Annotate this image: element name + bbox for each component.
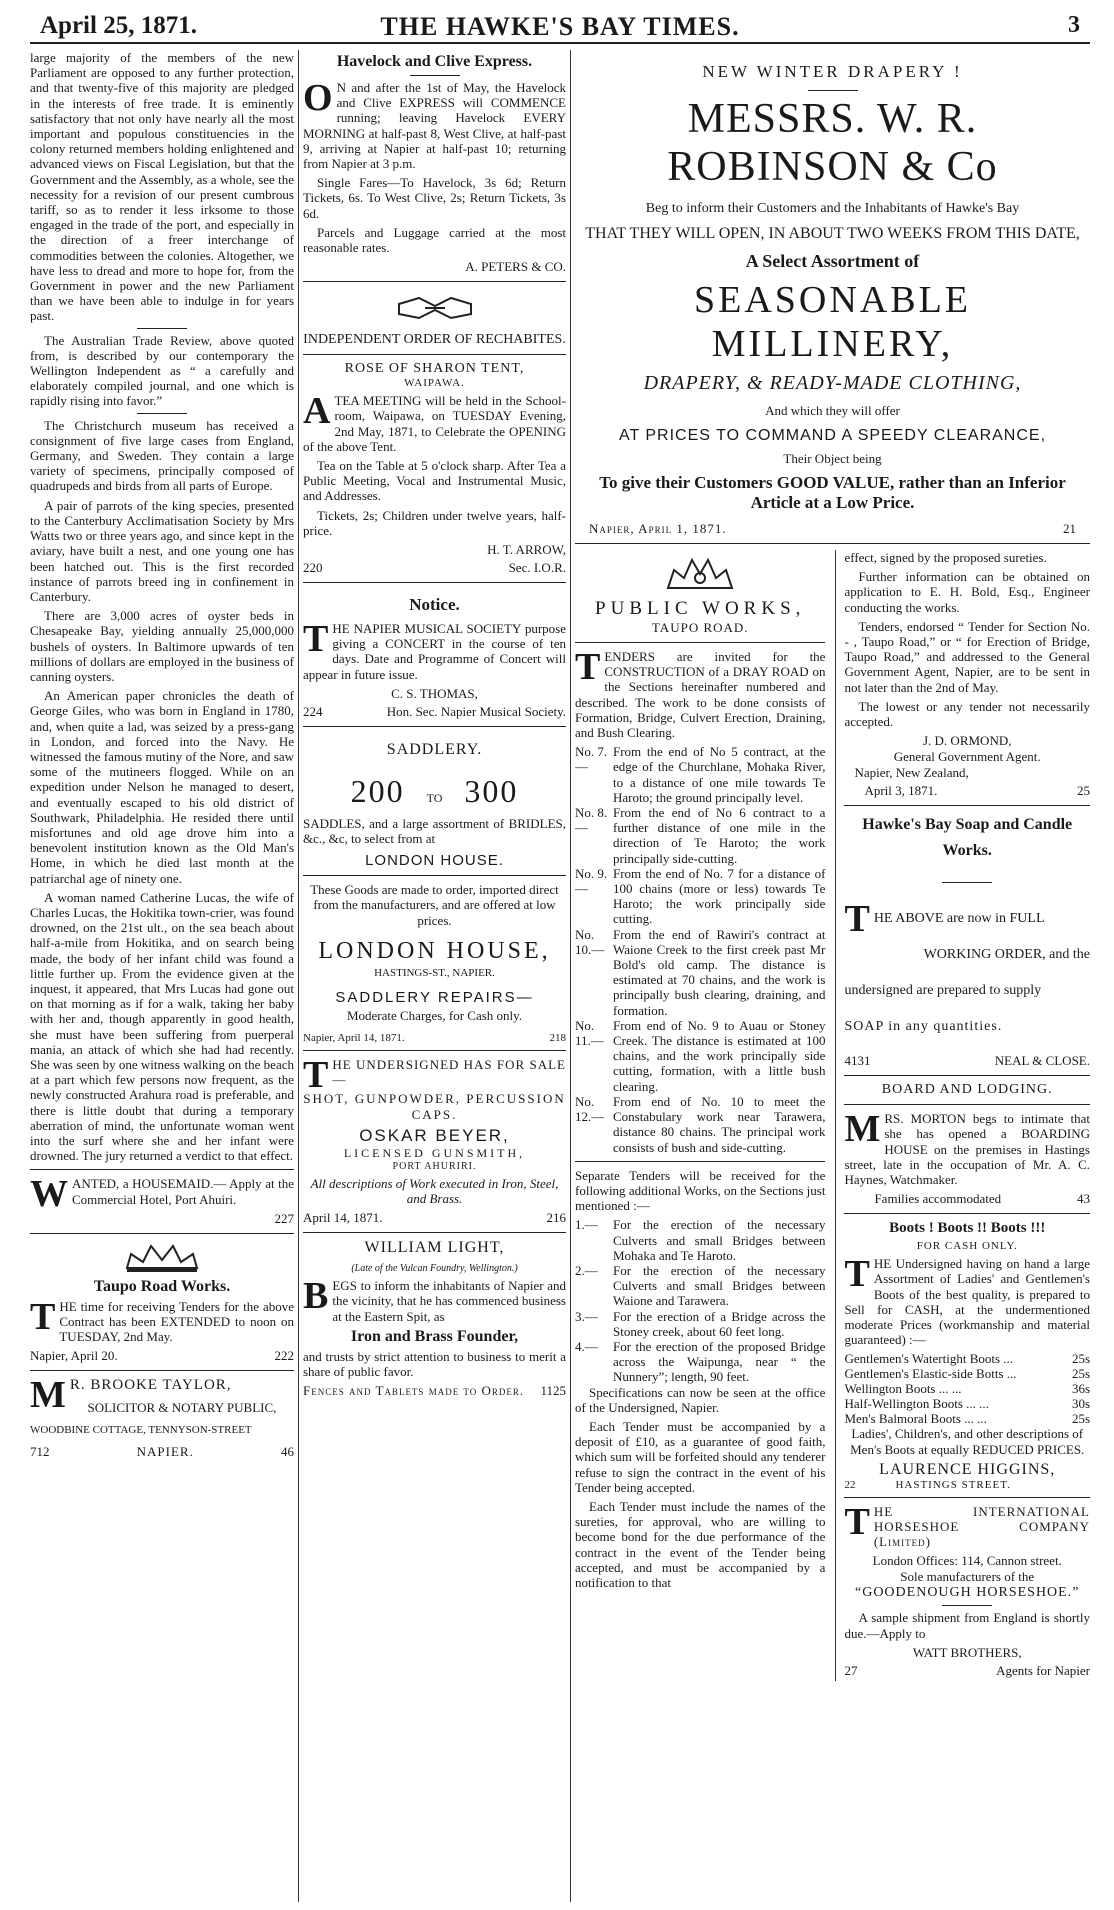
item-text: From end of No. 9 to Auau or Stoney Creek. The distance is estimated at 100 chains, and the work principally side cutting, formation, with a little bush clearing. bbox=[613, 1017, 826, 1094]
ad-headline: SEASONABLE MILLINERY, bbox=[693, 279, 972, 365]
divider bbox=[844, 1213, 1090, 1214]
ad-name: WATT BROTHERS, bbox=[912, 1644, 1022, 1660]
store-street: HASTINGS-ST., NAPIER. bbox=[374, 966, 495, 979]
list-item bbox=[575, 1018, 825, 1094]
ad-number: 218 bbox=[549, 1031, 566, 1044]
article-paragraph: There are 3,000 acres of oyster beds in Chesapeake Bay, yielding annually 25,000,000 bushels of oysters. In Baltimore upwards of ten millions of dollars are employed in the business of canning oysters. bbox=[30, 608, 294, 684]
item-number: 2.— bbox=[575, 1262, 598, 1278]
drop-cap: M bbox=[844, 1108, 881, 1151]
divider bbox=[30, 1370, 294, 1371]
range-word: TO bbox=[426, 790, 443, 805]
divider bbox=[303, 726, 566, 727]
ad-town: NAPIER. bbox=[136, 1444, 194, 1460]
price-row bbox=[844, 1366, 1090, 1381]
item-text: For the erection of a Bridge across the Stoney creek, about 60 feet long. bbox=[613, 1308, 826, 1339]
ad-text: HE time for receiving Tenders for the above Contract has been EXTENDED to noon on TUESDAY, 2nd May. bbox=[59, 1298, 294, 1345]
article-paragraph: An American paper chronicles the death of George Giles, who was born in England in 1780, and, when quite a lad, was seized by a press-gang in London, and forced into the Navy. He witnessed the famous mutiny of the Nore, and saw some of the mutineers flogged. While on an expedition under Nelson he managed to desert, and eventually escaped to his old district of Southwark, Philadelphia. He resided there until misfortunes and old age drove him into a benevolent institution known as the Old Man's Home, in which he died last month at the patriarchal age of ninety one. bbox=[30, 688, 294, 886]
article-paragraph: A pair of parrots of the king species, presented to the Canterbury Acclimatisation Society by Mrs Watts two or three years ago, and since kept in the aviary, have built a nest, and one young one has been hatched out. This is the first recorded instance of parrots breed ing in confinement in Canterbury. bbox=[30, 497, 294, 604]
ad-name: R. BROOKE TAYLOR, bbox=[69, 1377, 232, 1394]
saddle-count-max: 300 bbox=[464, 772, 519, 809]
price-item: Half-Wellington Boots ... ... bbox=[844, 1396, 989, 1412]
ad-place: WAIPAWA. bbox=[404, 377, 465, 390]
store-headline: LONDON HOUSE, bbox=[318, 937, 551, 964]
ad-text: RS. MORTON begs to intimate that she has opened a BOARDING HOUSE on the premises in Hastings street, late in the occupation of Mr. A. C. Haynes, Watchmaker. bbox=[844, 1111, 1090, 1188]
drop-cap: T bbox=[575, 646, 601, 688]
ad-signature: A. PETERS & CO. bbox=[465, 259, 566, 275]
rechabites-ad bbox=[303, 332, 566, 576]
ad-date: April 14, 1871. bbox=[303, 1210, 383, 1226]
section-list bbox=[575, 744, 825, 1154]
ad-number: 22 bbox=[844, 1478, 856, 1491]
item-text: From the end of No 5 contract, at the edge of the Churchlane, Mohaka River, to a distance of one mile towards Te Haroto; the ground principally level. bbox=[613, 744, 826, 805]
divider bbox=[575, 1161, 825, 1162]
ad-text: Each Tender must be accompanied by a deposit of £10, as a guarantee of good faith, which sum will be forfeited should any tenderer refuse to sign the contract in the event of his Tender being accepted. bbox=[575, 1418, 826, 1495]
item-text: From the end of No 6 contract to a further distance of one mile in the direction of Te Haroto; the work principally side-cutting. bbox=[613, 805, 826, 866]
ad-number: 43 bbox=[1077, 1191, 1090, 1207]
ad-subtitle: (Late of the Vulcan Foundry, Wellington.) bbox=[351, 1263, 518, 1275]
ad-text: WORKING ORDER, and the bbox=[923, 947, 1090, 963]
ad-text: and trusts by strict attention to business to merit a share of public favor. bbox=[303, 1348, 566, 1379]
ad-text: AT PRICES TO COMMAND A SPEEDY CLEARANCE, bbox=[618, 427, 1047, 444]
ad-title: Havelock and Clive Express. bbox=[336, 53, 533, 70]
article-paragraph: A woman named Catherine Lucas, the wife of Charles Lucas, the Hokitika town-crier, was found drowned, on the 21st ult., on the sea beach about half-a-mile from Hokitika, and on search being made, the body of her infant child was found a little further up. From the evidence given at the inquest, it appeared, that Mrs Lucas had gone out on that morning as if for a walk, taking her baby with her and, though apparently in good health, she must have been suffering from puerperal mania, an attack of which she had had recently. She was seen by one witness walking on the beach at a part which few persons now frequent, as the newly constructed Arahura road is preferable, and there is little doubt that during a temporary aberration of mind, the unfortunate woman went into the surf where she and her infant were drowned. The jury returned a verdict to that effect. bbox=[30, 889, 294, 1164]
price-item: Wellington Boots ... ... bbox=[844, 1381, 962, 1397]
ad-title: WILLIAM LIGHT, bbox=[364, 1239, 505, 1257]
item-text: For the erection of the proposed Bridge across the Waipunga, near “ the Nunnery”; length, 90 feet. bbox=[613, 1338, 826, 1385]
divider bbox=[137, 328, 187, 329]
ad-number: 27 bbox=[844, 1662, 858, 1678]
drop-cap: T bbox=[303, 1053, 329, 1096]
ad-heading: NEW WINTER DRAPERY ! bbox=[702, 62, 963, 81]
ad-role: Hon. Sec. Napier Musical Society. bbox=[386, 703, 566, 719]
ad-text: Fences and Tablets made to Order. bbox=[303, 1383, 525, 1399]
wanted-ad bbox=[30, 1173, 294, 1226]
item-number: No. 12.— bbox=[575, 1093, 605, 1125]
ad-number: 1125 bbox=[540, 1383, 566, 1399]
divider bbox=[942, 1605, 992, 1606]
firm-name: MESSRS. W. R. ROBINSON & Co bbox=[667, 96, 998, 190]
ad-title: Taupo Road Works. bbox=[93, 1277, 231, 1295]
ad-date: Napier, April 1, 1871. bbox=[589, 521, 727, 536]
ad-text: ENDERS are invited for the CONSTRUCTION of a DRAY ROAD on the Sections hereinafter numbered and described. The work to be done consists of Formation, Bridge, Culvert Erection, Draining, and Bush Clearing. bbox=[575, 649, 826, 741]
public-works-continued bbox=[844, 550, 1090, 799]
list-item bbox=[575, 1339, 825, 1385]
list-item bbox=[575, 744, 825, 805]
ad-place: Napier, New Zealand, bbox=[854, 765, 969, 781]
drop-cap: T bbox=[844, 1500, 870, 1543]
newspaper-title: THE HAWKE'S BAY TIMES. bbox=[380, 12, 740, 41]
ad-title: PUBLIC WORKS, bbox=[595, 598, 806, 619]
ad-number: 4131 bbox=[844, 1053, 871, 1069]
ad-role: Agents for Napier bbox=[996, 1662, 1090, 1678]
list-item bbox=[575, 927, 825, 1018]
ad-title: Hawke's Bay Soap and Candle Works. bbox=[862, 816, 1073, 860]
ad-title: INDEPENDENT ORDER OF RECHABITES. bbox=[303, 332, 566, 348]
drop-cap: T bbox=[303, 618, 329, 661]
divider bbox=[844, 1497, 1090, 1498]
express-ad bbox=[303, 53, 566, 275]
page-number: 3 bbox=[1068, 12, 1080, 38]
board-lodging-ad bbox=[844, 1082, 1090, 1207]
drapery-ad bbox=[575, 62, 1090, 537]
ad-text: Tea on the Table at 5 o'clock sharp. After Tea a Public Meeting, Vocal and Instrumental Music, and Addresses. bbox=[303, 458, 566, 504]
divider bbox=[303, 281, 566, 282]
price-value: 36s bbox=[1071, 1381, 1090, 1397]
price-row bbox=[844, 1396, 1090, 1411]
ad-text: SADDLES, and a large assortment of BRIDLES, &c., &c, to select from at bbox=[303, 815, 566, 847]
price-list bbox=[844, 1351, 1090, 1426]
ad-number: 227 bbox=[274, 1210, 294, 1226]
ad-text: And which they will offer bbox=[765, 403, 900, 418]
divider bbox=[30, 1169, 294, 1170]
price-value: 25s bbox=[1071, 1351, 1090, 1367]
item-number: 1.— bbox=[575, 1217, 598, 1233]
ad-text: HE ABOVE are now in FULL bbox=[873, 911, 1045, 927]
ad-text: HE INTERNATIONAL HORSESHOE COMPANY (Limited) bbox=[873, 1503, 1090, 1550]
drop-cap: T bbox=[30, 1295, 56, 1338]
ad-title: Boots ! Boots !! Boots !!! bbox=[889, 1220, 1046, 1237]
ad-date: Napier, April 14, 1871. bbox=[303, 1031, 405, 1044]
drop-cap: A bbox=[303, 390, 331, 433]
item-text: For the erection of the necessary Culverts and small Bridges between Mohaka and Te Haroto. bbox=[613, 1217, 826, 1263]
ad-number: 222 bbox=[274, 1348, 294, 1364]
ad-text: Specifications can now be seen at the office of the Undersigned, Napier. bbox=[575, 1384, 826, 1415]
ad-text: undersigned are prepared to supply bbox=[844, 983, 1042, 999]
divider bbox=[808, 90, 858, 91]
item-number: No. 8.— bbox=[575, 805, 608, 836]
divider bbox=[303, 354, 566, 355]
ad-role: General Government Agent. bbox=[893, 749, 1041, 765]
ad-text: Sole manufacturers of the bbox=[900, 1569, 1035, 1585]
ad-trade: Iron and Brass Founder, bbox=[350, 1327, 519, 1345]
ad-text: ANTED, a HOUSEMAID.— Apply at the Commercial Hotel, Port Ahuiri. bbox=[72, 1176, 294, 1207]
divider bbox=[575, 642, 825, 643]
ad-address: WOODBINE COTTAGE, TENNYSON-STREET bbox=[30, 1424, 252, 1437]
list-item bbox=[575, 1263, 825, 1309]
divider bbox=[137, 413, 187, 414]
drop-cap: T bbox=[844, 1253, 870, 1296]
item-text: For the erection of the necessary Culverts and small Bridges between Waione and Tarawera. bbox=[613, 1262, 826, 1309]
ad-text: London Offices: 114, Cannon street. bbox=[872, 1553, 1062, 1569]
founder-ad bbox=[303, 1239, 566, 1399]
ad-text: Tickets, 2s; Children under twelve years, half-price. bbox=[303, 507, 566, 538]
ad-text: Further information can be obtained on application to E. H. Bold, Esq., Engineer conducting the works. bbox=[844, 569, 1090, 615]
divider bbox=[844, 805, 1090, 806]
ad-name: J. D. ORMOND, bbox=[922, 733, 1012, 749]
solicitor-ad bbox=[30, 1374, 294, 1460]
additional-works-list bbox=[575, 1217, 825, 1384]
list-item bbox=[575, 866, 825, 927]
drop-cap: T bbox=[844, 898, 870, 941]
ad-brand: “GOODENOUGH HORSESHOE.” bbox=[855, 1585, 1080, 1601]
ad-role: LICENSED GUNSMITH, bbox=[343, 1145, 526, 1160]
ad-text: Ladies', Children's, and other descriptions of Men's Boots at equally REDUCED PRICES. bbox=[850, 1426, 1085, 1457]
drop-cap: B bbox=[303, 1275, 329, 1318]
item-text: From the end of No. 7 for a distance of 100 chains (more or less) towards Te Haroto; the work principally side cutting. bbox=[613, 865, 826, 927]
price-value: 25s bbox=[1071, 1411, 1090, 1427]
ad-title: BOARD AND LODGING. bbox=[881, 1082, 1053, 1098]
ad-number: 216 bbox=[546, 1210, 566, 1226]
ad-date: Napier, April 20. bbox=[30, 1348, 118, 1364]
article-paragraph: The Australian Trade Review, above quoted from, is described by our contemporary the Wellington Independent as “ a carefully and elaborately compiled journal, and one which is rapidly rising into favor.” bbox=[30, 332, 294, 409]
divider bbox=[844, 1104, 1090, 1105]
repairs-heading: SADDLERY REPAIRS— bbox=[335, 988, 534, 1006]
column-1 bbox=[30, 50, 294, 1902]
price-row bbox=[844, 1351, 1090, 1366]
ad-name: LAURENCE HIGGINS, bbox=[879, 1460, 1056, 1478]
item-number: No. 11.— bbox=[575, 1017, 604, 1049]
ad-text: Separate Tenders will be received for the following additional Works, on the Sections just mentioned :— bbox=[575, 1167, 826, 1214]
ad-place: PORT AHURIRI. bbox=[392, 1160, 477, 1172]
masthead bbox=[30, 10, 1090, 44]
ad-text: These Goods are made to order, imported direct from the manufacturers, and are offered at low prices. bbox=[310, 882, 559, 928]
column-rule bbox=[298, 50, 299, 1902]
ad-text: The lowest or any tender not necessarily accepted. bbox=[844, 698, 1090, 730]
ad-number: 46 bbox=[280, 1444, 294, 1460]
item-text: From end of No. 10 to meet the Constabulary work near Tarawera, distance 80 chains. The principal work consists of bush and side-cutting. bbox=[613, 1093, 826, 1155]
price-item: Gentlemen's Elastic-side Botts ... bbox=[844, 1366, 1017, 1382]
ad-text: HE UNDERSIGNED HAS FOR SALE— bbox=[332, 1056, 566, 1088]
ad-text: Article at a Low Price. bbox=[750, 493, 915, 512]
divider bbox=[942, 882, 992, 883]
notice-ad bbox=[303, 595, 566, 720]
ad-text: Beg to inform their Customers and the Inhabitants of Hawke's Bay bbox=[645, 201, 1020, 216]
ad-text: To give their Customers GOOD VALUE, rather than an Inferior bbox=[599, 473, 1066, 492]
ad-text: THAT THEY WILL OPEN, IN ABOUT TWO WEEKS FROM THIS DATE, bbox=[585, 225, 1080, 242]
horseshoe-ad bbox=[844, 1500, 1090, 1679]
ad-code: 712 bbox=[30, 1444, 50, 1460]
price-row bbox=[844, 1381, 1090, 1396]
ad-number: 25 bbox=[1077, 783, 1090, 799]
ad-text: TEA MEETING will be held in the School-room, Waipawa, on TUESDAY Evening, 2nd May, 1871, to Celebrate the OPENING of the above Tent. bbox=[303, 393, 566, 454]
ad-text: A Select Assortment of bbox=[745, 251, 920, 271]
boots-ad bbox=[844, 1220, 1090, 1491]
drop-cap: M bbox=[30, 1374, 66, 1417]
article-paragraph: large majority of the members of the new Parliament are opposed to any further protection, and that twenty-five of this majority are pledged in the interests of free trade. It is eminently satisfactory that not only have nearly all the most important and populous constituencies in the colony returned members holding enlightened and advanced views on Fiscal Legislation, but that the Government and the Assembly, as a whole, see the necessity for a revision of our present cumbrous tariff, so as to render it less irksome to those engaged in the trade of the port, and especially in the direction of a freer interchange of commodities between the colonies. Altogether, we have less to dread and more to hope for, from the Government in power and the new Parliament than we have been able to indulge in for years past. bbox=[30, 50, 294, 324]
divider bbox=[303, 1050, 566, 1051]
item-number: 3.— bbox=[575, 1308, 598, 1324]
divider bbox=[303, 582, 566, 583]
ad-title: Notice. bbox=[409, 595, 460, 615]
ad-subtitle: TAUPO ROAD. bbox=[651, 620, 749, 635]
ad-text: Each Tender must include the names of the sureties, for approval, who are willing to become bond for the due performance of the contract in the event of the Tender being accepted, and must be accompanied by a notification to that bbox=[575, 1498, 826, 1590]
ad-role: Sec. I.O.R. bbox=[508, 560, 566, 576]
ad-street: HASTINGS STREET. bbox=[895, 1478, 1011, 1491]
ad-text: Tenders, endorsed “ Tender for Section No. - , Taupo Road,” or “ for Erection of Bridge, Taupo Road,” and addressed to the General Government Agent, Napier, are to be sent in not later than the 2nd of May. bbox=[844, 618, 1090, 695]
ad-number: 21 bbox=[1063, 521, 1076, 536]
item-number: 4.— bbox=[575, 1338, 598, 1354]
ad-text: All descriptions of Work executed in Iron, Steel, and Brass. bbox=[310, 1175, 559, 1206]
saddlery-ad bbox=[303, 741, 566, 1044]
divider bbox=[30, 1233, 294, 1234]
ad-text: SOAP in any quantities. bbox=[844, 1019, 1003, 1035]
ad-text: A sample shipment from England is shortly due.—Apply to bbox=[844, 1610, 1090, 1641]
ad-signature: NEAL & CLOSE. bbox=[994, 1053, 1090, 1069]
column-3-right bbox=[835, 550, 1090, 1681]
list-item bbox=[575, 805, 825, 866]
ad-items: SHOT, GUNPOWDER, PERCUSSION CAPS. bbox=[303, 1091, 566, 1122]
ad-name: H. T. ARROW, bbox=[487, 542, 566, 558]
article-paragraph: The Christchurch museum has received a consignment of five large cases from England, Germany, and Sweden. They contain a large variety of specimens, principally composed of quadrupeds and birds from all parts of Europe. bbox=[30, 417, 294, 494]
saddle-count-min: 200 bbox=[350, 772, 405, 809]
list-item bbox=[575, 1217, 825, 1263]
ad-date: April 3, 1871. bbox=[864, 783, 938, 799]
column-3 bbox=[575, 50, 1090, 1902]
ad-subtitle: ROSE OF SHARON TENT, bbox=[344, 361, 525, 377]
column-2 bbox=[303, 50, 566, 1902]
ad-subheadline: DRAPERY, & READY-MADE CLOTHING, bbox=[643, 372, 1022, 394]
divider bbox=[575, 543, 1090, 544]
ad-number: 220 bbox=[303, 560, 323, 576]
ad-text: Parcels and Luggage carried at the most reasonable rates. bbox=[303, 224, 566, 256]
public-works-ad bbox=[575, 550, 825, 1681]
drop-cap: W bbox=[30, 1173, 68, 1216]
ad-subtitle: FOR CASH ONLY. bbox=[916, 1240, 1018, 1253]
store-name: LONDON HOUSE. bbox=[365, 852, 504, 870]
drop-cap: O bbox=[303, 77, 333, 119]
list-item bbox=[575, 1309, 825, 1339]
ad-text: effect, signed by the proposed sureties. bbox=[844, 550, 1047, 565]
ad-text: Single Fares—To Havelock, 3s 6d; Return Tickets, 6s. To West Clive, 2s; Return Tickets, 3s 6d. bbox=[303, 175, 566, 221]
gunsmith-ad bbox=[303, 1053, 566, 1226]
price-row bbox=[844, 1411, 1090, 1426]
ad-name: C. S. THOMAS, bbox=[391, 685, 478, 701]
ad-text: HE Undersigned having on hand a large Assortment of Ladies' and Gentlemen's Boots of the best quality, is prepared to Sell for CASH, at the undermentioned moderate Prices (workmanship and material guaranteed) :— bbox=[844, 1256, 1090, 1348]
ad-name: OSKAR BEYER, bbox=[359, 1125, 510, 1145]
price-item: Gentlemen's Watertight Boots ... bbox=[844, 1351, 1014, 1367]
divider bbox=[303, 1232, 566, 1233]
ad-title: SADDLERY. bbox=[386, 740, 483, 758]
handshake-icon bbox=[395, 288, 475, 328]
soap-works-ad bbox=[844, 812, 1090, 1069]
price-value: 25s bbox=[1071, 1366, 1090, 1382]
ad-role: SOLICITOR & NOTARY PUBLIC, bbox=[87, 1400, 277, 1416]
crest-icon bbox=[660, 554, 740, 594]
item-number: No. 10.— bbox=[575, 926, 605, 957]
taupo-road-ad bbox=[30, 1278, 294, 1365]
item-text: From the end of Rawiri's contract at Waione Creek to the first creek past Mr Bold's old camp. The distance is estimated at 70 chains, and the work is principally bush clearing, draining, and formation. bbox=[613, 926, 826, 1018]
ad-text: HE NAPIER MUSICAL SOCIETY purpose giving a CONCERT in the course of ten days. Date and Programme of Concert will appear in future issue. bbox=[303, 621, 566, 682]
item-number: No. 7.— bbox=[575, 744, 608, 775]
item-number: No. 9.— bbox=[575, 865, 608, 897]
column-rule bbox=[570, 50, 571, 1902]
ad-number: 224 bbox=[303, 703, 323, 719]
price-value: 30s bbox=[1071, 1396, 1090, 1412]
ad-text: Families accommodated bbox=[874, 1191, 1002, 1207]
divider bbox=[303, 875, 566, 876]
divider bbox=[410, 75, 460, 76]
crown-icon bbox=[117, 1240, 207, 1274]
ad-text: EGS to inform the inhabitants of Napier and the vicinity, that he has commenced business at the Eastern Spit, as bbox=[332, 1278, 566, 1324]
issue-date: April 25, 1871. bbox=[40, 12, 197, 39]
ad-text: Moderate Charges, for Cash only. bbox=[346, 1007, 523, 1023]
price-item: Men's Balmoral Boots ... ... bbox=[844, 1411, 987, 1427]
divider bbox=[844, 1075, 1090, 1076]
ad-text: N and after the 1st of May, the Havelock and Clive EXPRESS will COMMENCE running; leaving Havelock EVERY MORNING at half-past 8, West Clive, at half-past 9, arriving at Napier at half-past 10; returning from Napier at 3 p.m. bbox=[303, 80, 566, 172]
list-item bbox=[575, 1094, 825, 1155]
ad-text: Their Object being bbox=[783, 451, 882, 466]
